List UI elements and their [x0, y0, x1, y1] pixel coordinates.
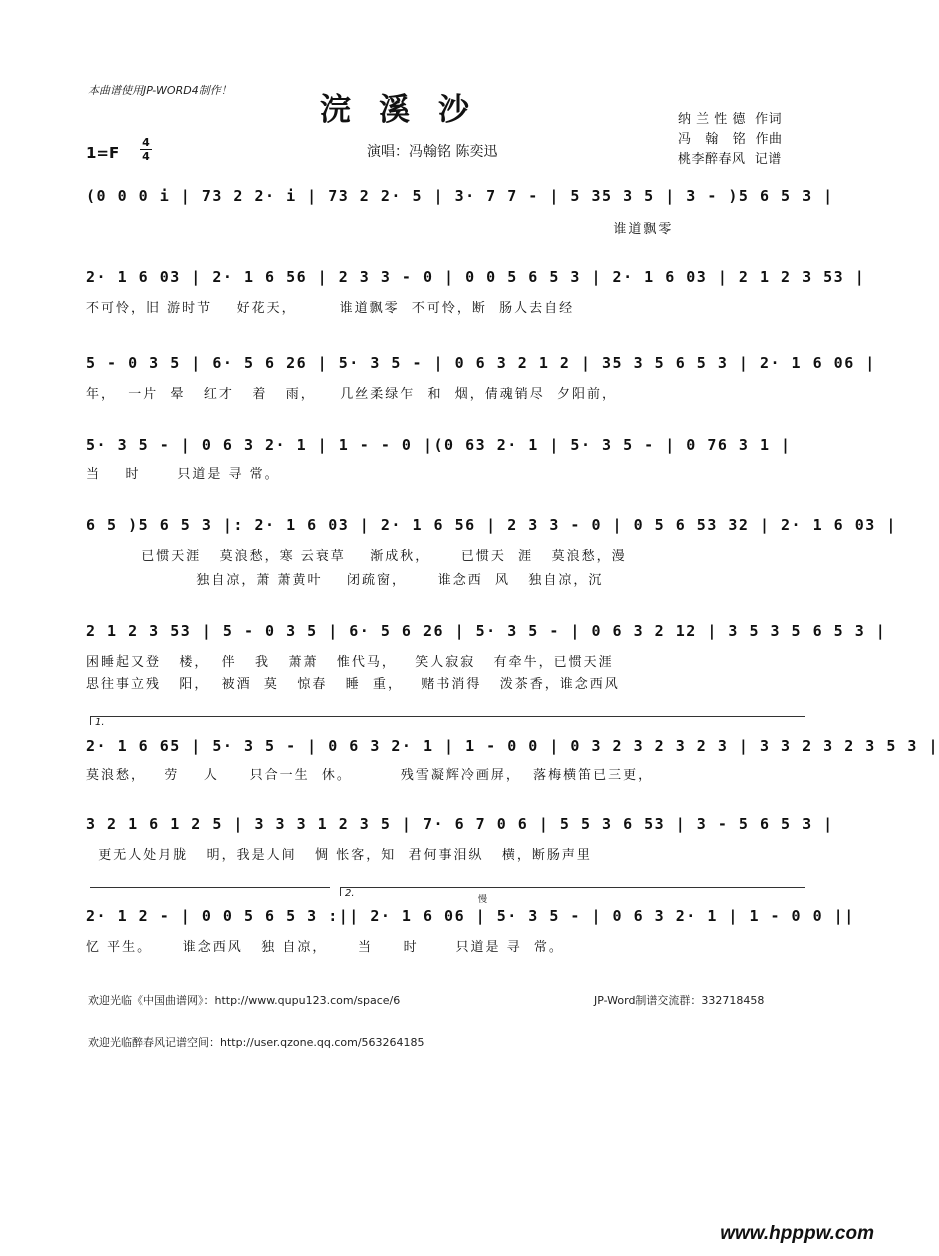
first-ending-continuation [90, 887, 330, 896]
time-signature [140, 137, 152, 162]
transcriber-credit: 桃李醉春风 记谱 [678, 152, 782, 167]
footer-link-qupu[interactable]: 欢迎光临《中国曲谱网》：http://www.qupu123.com/space/6 [88, 994, 401, 1007]
lyric-line-6a: 困睡起又登 楼， 伴 我 萧萧 惟代马， 笑人寂寂 有牵牛，已惯天涯 [86, 655, 614, 670]
lyricist-credit: 纳 兰 性 德 作词 [678, 112, 783, 127]
music-line-8: 3 2 1 6 1 2 5 | 3 3 3 1 2 3 5 | 7· 6 7 0 6 | 5 5 3 6 53 | 3 - 5 6 5 3 | [86, 815, 834, 833]
music-line-2: 2· 1 6 03 | 2· 1 6 56 | 2 3 3 - 0 | 0 0 5 6 5 3 | 2· 1 6 03 | 2 1 2 3 53 | [86, 268, 866, 286]
lyric-line-6b: 思往事立残 阳， 被酒 莫 惊春 睡 重， 赌书消得 泼茶香，谁念西风 [86, 677, 620, 692]
music-line-6: 2 1 2 3 53 | 5 - 0 3 5 | 6· 5 6 26 | 5· 3 5 - | 0 6 3 2 12 | 3 5 3 5 6 5 3 | [86, 622, 887, 640]
time-signature-top: 4 [142, 136, 150, 149]
second-ending-bracket [340, 887, 805, 899]
music-line-4: 5· 3 5 - | 0 6 3 2· 1 | 1 - - 0 |(0 63 2· 1 | 5· 3 5 - | 0 76 3 1 | [86, 436, 792, 454]
key-signature: 1=F [86, 144, 120, 162]
lyric-line-4: 当 时 只道是 寻 常。 [86, 467, 280, 482]
lyric-line-9: 忆 平生。 谁念西风 独 自凉， 当 时 只道是 寻 常。 [86, 940, 564, 955]
first-ending-bracket [90, 716, 805, 728]
music-line-3: 5 - 0 3 5 | 6· 5 6 26 | 5· 3 5 - | 0 6 3 2 1 2 | 35 3 5 6 5 3 | 2· 1 6 06 | [86, 354, 876, 372]
footer-link-qzone[interactable]: 欢迎光临醉春风记谱空间：http://user.qzone.qq.com/563264185 [88, 1036, 425, 1049]
music-line-7: 2· 1 6 65 | 5· 3 5 - | 0 6 3 2· 1 | 1 - 0 0 | 0 3 2 3 2 3 2 3 | 3 3 2 3 2 3 5 3 | [86, 737, 939, 755]
composer-credit: 冯 翰 铭 作曲 [678, 132, 783, 147]
site-watermark: www.hpppw.com [720, 1223, 874, 1244]
software-note: 本曲谱使用JP-WORD4制作！ [88, 84, 232, 97]
music-line-5: 6 5 )5 6 5 3 |: 2· 1 6 03 | 2· 1 6 56 | 2 3 3 - 0 | 0 5 6 53 32 | 2· 1 6 03 | [86, 516, 897, 534]
lyric-line-1: 谁道飘零 [86, 222, 674, 237]
lyric-line-8: 更无人处月胧 明，我是人间 惆 怅客，知 君何事泪纵 横，断肠声里 [86, 848, 592, 863]
lyric-line-3: 年， 一片 晕 红才 着 雨， 几丝柔绿乍 和 烟，倩魂销尽 夕阳前， [86, 387, 618, 402]
footer-group-number: JP-Word制谱交流群：332718458 [594, 994, 765, 1007]
lyric-line-2: 不可怜，旧 游时节 好花天， 谁道飘零 不可怜，断 肠人去自经 [86, 301, 575, 316]
song-title: 浣溪沙 [320, 92, 497, 128]
first-ending-label: 1. [95, 717, 105, 728]
music-line-1: (0 0 0 i | 73 2 2· i | 73 2 2· 5 | 3· 7 7 - | 5 35 3 5 | 3 - )5 6 5 3 | [86, 187, 834, 205]
lyric-line-7: 莫浪愁， 劳 人 只合一生 休。 残雪凝辉冷画屏， 落梅横笛已三更， [86, 768, 654, 783]
music-line-9: 2· 1 2 - | 0 0 5 6 5 3 :|| 2· 1 6 06 | 5· 3 5 - | 0 6 3 2· 1 | 1 - 0 0 || [86, 907, 855, 925]
singer-credit: 演唱：冯翰铭 陈奕迅 [367, 144, 498, 160]
lyric-line-5a: 已惯天涯 莫浪愁，寒 云衰草 渐成秋， 已惯天 涯 莫浪愁，漫 [86, 549, 627, 564]
lyric-line-5b: 独自凉，萧 萧黄叶 闭疏窗， 谁念西 风 独自凉，沉 [86, 573, 604, 588]
second-ending-label: 2. [345, 888, 355, 899]
time-signature-bottom: 4 [142, 150, 150, 163]
tempo-mark: 慢 [478, 895, 488, 905]
